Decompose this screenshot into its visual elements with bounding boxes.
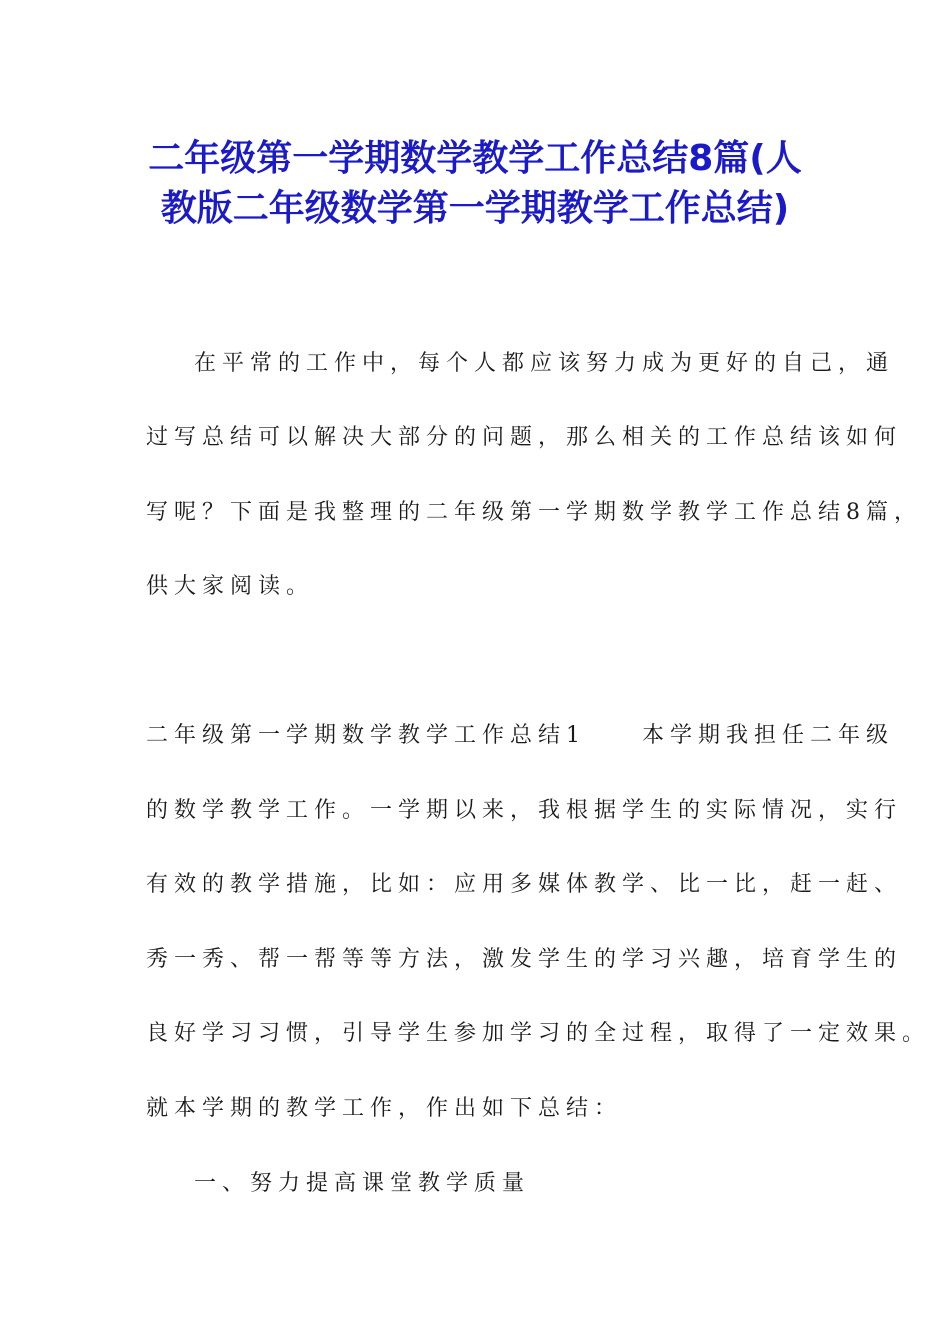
intro-line: 写呢？下面是我整理的二年级第一学期数学教学工作总结8篇，: [146, 500, 922, 525]
body-line: 的数学教学工作。一学期以来，我根据学生的实际情况，实行: [146, 798, 903, 823]
document-title-line-1: 二年级第一学期数学教学工作总结8篇(人: [148, 138, 802, 179]
intro-line: 过写总结可以解决大部分的问题，那么相关的工作总结该如何: [146, 425, 903, 450]
body-line: 有效的教学措施，比如：应用多媒体教学、比一比，赶一赶、: [146, 872, 903, 897]
intro-line: 在平常的工作中，每个人都应该努力成为更好的自己，通: [194, 351, 895, 376]
body-line: 秀一秀、帮一帮等等方法，激发学生的学习兴趣，培育学生的: [146, 947, 903, 972]
body-line: 就本学期的教学工作，作出如下总结：: [146, 1096, 623, 1121]
intro-line: 供大家阅读。: [146, 574, 315, 599]
body-line: 二年级第一学期数学教学工作总结1 本学期我担任二年级: [146, 723, 894, 748]
body-line: 良好学习习惯，引导学生参加学习的全过程，取得了一定效果。: [146, 1021, 931, 1046]
document-title-line-2: 教版二年级数学第一学期教学工作总结): [160, 188, 790, 229]
section-heading: 一、努力提高课堂教学质量: [194, 1171, 531, 1196]
